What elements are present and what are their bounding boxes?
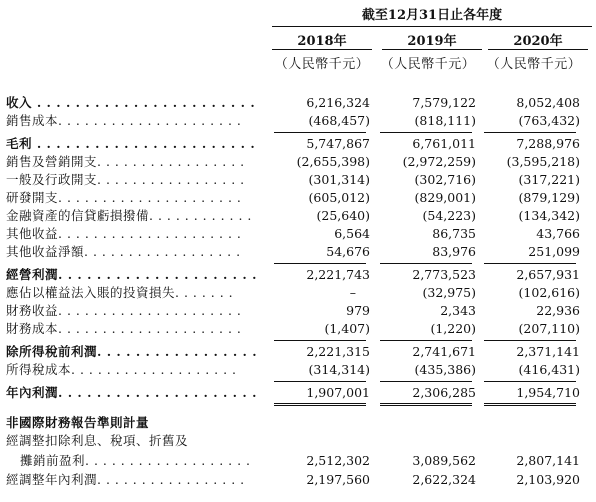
table-row-revenue <box>6 94 590 112</box>
subtotal-rule <box>274 381 366 382</box>
table-row-other-income <box>6 225 590 243</box>
cell-2020: 2,103,920 <box>516 472 580 487</box>
row-label: 經調整年內利潤. . . . . . . . . . . . . . . . . <box>6 472 245 487</box>
unit-label: （人民幣千元） <box>486 57 582 72</box>
table-row-profit-before-tax <box>6 343 590 361</box>
cell-2019: 2,306,285 <box>412 385 476 400</box>
table-row-selling-expenses <box>6 153 590 171</box>
table-row-cost-of-sales <box>6 112 590 130</box>
subtotal-rule <box>380 381 472 382</box>
cell-2019: (54,223) <box>422 208 476 223</box>
row-label: 年內利潤. . . . . . . . . . . . . . . . . . . . . <box>6 385 257 400</box>
cell-2018: 5,747,867 <box>306 136 370 151</box>
cell-2020: 43,766 <box>536 226 580 241</box>
cell-2019: (1,220) <box>430 321 476 336</box>
cell-2018: 2,221,743 <box>306 267 370 282</box>
row-label: 經調整扣除利息、稅項、折舊及 <box>6 433 189 448</box>
subtotal-rule <box>484 263 576 264</box>
row-label: 銷售成本. . . . . . . . . . . . . . . . . . . . . <box>6 113 242 128</box>
table-row-equity-method-loss <box>6 284 590 302</box>
row-label: 銷售及營銷開支. . . . . . . . . . . . . . . . . <box>6 154 245 169</box>
cell-2018: 6,564 <box>334 226 370 241</box>
cell-2018: (605,012) <box>308 190 370 205</box>
cell-2018: 1,907,001 <box>306 385 370 400</box>
year-header-2020: 2020年 <box>513 34 563 49</box>
cell-2020: 7,288,976 <box>516 136 580 151</box>
cell-2018: (25,640) <box>316 208 370 223</box>
cell-2020: (134,342) <box>518 208 580 223</box>
subtotal-rule <box>274 263 366 264</box>
row-label: 財務成本. . . . . . . . . . . . . . . . . . . . . <box>6 321 242 336</box>
cell-2020: (317,221) <box>518 172 580 187</box>
table-row-credit-loss <box>6 207 590 225</box>
unit-label: （人民幣千元） <box>274 57 370 72</box>
cell-2018: (2,655,398) <box>296 154 370 169</box>
cell-2020: 22,936 <box>536 303 580 318</box>
table-row-finance-cost <box>6 320 590 338</box>
total-double-rule <box>380 403 472 406</box>
cell-2018: (468,457) <box>308 113 370 128</box>
cell-2020: 2,807,141 <box>516 453 580 468</box>
total-double-rule <box>274 403 366 406</box>
row-label: 財務收益. . . . . . . . . . . . . . . . . . . . . <box>6 303 242 318</box>
subtotal-rule <box>484 132 576 133</box>
row-label: 研發開支. . . . . . . . . . . . . . . . . . . . . <box>6 190 242 205</box>
non-ifrs-heading-row <box>6 414 590 432</box>
table-row-operating-profit <box>6 266 590 284</box>
cell-2019: 83,976 <box>432 244 476 259</box>
row-label: 除所得稅前利潤. . . . . . . . . . . . . . . . . <box>6 344 258 359</box>
table-row-rd-expenses <box>6 189 590 207</box>
cell-2019: (2,972,259) <box>402 154 476 169</box>
cell-2018: 2,512,302 <box>306 453 370 468</box>
cell-2019: (818,111) <box>414 113 476 128</box>
subtotal-rule <box>274 132 366 133</box>
cell-2018: (301,314) <box>308 172 370 187</box>
row-label: 應佔以權益法入賬的投資損失. . . . . . . <box>6 285 234 300</box>
cell-2018: 6,216,324 <box>306 95 370 110</box>
subtotal-rule <box>380 263 472 264</box>
cell-2019: (435,386) <box>414 362 476 377</box>
row-label: 經營利潤. . . . . . . . . . . . . . . . . . . . . <box>6 267 257 282</box>
cell-2020: 8,052,408 <box>516 95 580 110</box>
cell-2020: (416,431) <box>518 362 580 377</box>
subtotal-rule <box>380 132 472 133</box>
cell-2020: 1,954,710 <box>516 385 580 400</box>
year-header-2019: 2019年 <box>407 34 457 49</box>
cell-2020: (207,110) <box>518 321 580 336</box>
year-rule <box>382 49 482 50</box>
subtotal-rule <box>274 340 366 341</box>
cell-2020: 251,099 <box>528 244 580 259</box>
row-label: 金融資產的信貸虧損撥備. . . . . . . . . . . . <box>6 208 252 223</box>
cell-2019: (302,716) <box>414 172 476 187</box>
cell-2019: 2,343 <box>440 303 476 318</box>
year-rule <box>272 49 372 50</box>
cell-2020: (879,129) <box>518 190 580 205</box>
table-row-adjusted-ebitda-label <box>6 432 590 450</box>
section-heading: 非國際財務報告準則計量 <box>6 415 150 430</box>
cell-2019: 7,579,122 <box>412 95 476 110</box>
row-label: 攤銷前盈利. . . . . . . . . . . . . . . . . . . <box>20 453 251 468</box>
table-row-other-gains <box>6 243 590 261</box>
table-row-adjusted-profit <box>6 471 590 489</box>
year-header-2018: 2018年 <box>297 34 347 49</box>
cell-2019: 2,741,671 <box>412 344 476 359</box>
table-row-profit-for-year <box>6 384 590 402</box>
cell-2020: 2,371,141 <box>516 344 580 359</box>
cell-2020: (763,432) <box>518 113 580 128</box>
table-row-gross-profit <box>6 135 590 153</box>
cell-2018: – <box>349 285 356 300</box>
table-row-admin-expenses <box>6 171 590 189</box>
subtotal-rule <box>380 340 472 341</box>
cell-2018: 54,676 <box>326 244 370 259</box>
cell-2019: (829,001) <box>414 190 476 205</box>
cell-2018: 2,197,560 <box>306 472 370 487</box>
total-double-rule <box>484 403 576 406</box>
cell-2020: 2,657,931 <box>516 267 580 282</box>
row-label: 一般及行政開支. . . . . . . . . . . . . . . . . <box>6 172 245 187</box>
cell-2018: 979 <box>346 303 370 318</box>
cell-2018: (314,314) <box>308 362 370 377</box>
row-label: 所得稅成本. . . . . . . . . . . . . . . . . . . <box>6 362 237 377</box>
cell-2018: (1,407) <box>324 321 370 336</box>
cell-2019: 3,089,562 <box>412 453 476 468</box>
row-label: 其他收益. . . . . . . . . . . . . . . . . . . . . <box>6 226 242 241</box>
table-row-income-tax <box>6 361 590 379</box>
unit-label: （人民幣千元） <box>380 57 476 72</box>
header-rule <box>272 26 592 27</box>
period-header: 截至12月31日止各年度 <box>361 8 503 23</box>
year-rule <box>488 49 588 50</box>
row-label: 收入 . . . . . . . . . . . . . . . . . . . . . . . <box>6 95 256 110</box>
subtotal-rule <box>484 340 576 341</box>
cell-2019: 6,761,011 <box>412 136 476 151</box>
table-row-finance-income <box>6 302 590 320</box>
table-row-adjusted-ebitda <box>6 452 590 470</box>
cell-2018: 2,221,315 <box>306 344 370 359</box>
cell-2019: (32,975) <box>422 285 476 300</box>
row-label: 其他收益淨額. . . . . . . . . . . . . . . . . . <box>6 244 241 259</box>
cell-2019: 2,622,324 <box>412 472 476 487</box>
cell-2020: (3,595,218) <box>506 154 580 169</box>
subtotal-rule <box>484 381 576 382</box>
cell-2019: 86,735 <box>432 226 476 241</box>
row-label: 毛利 . . . . . . . . . . . . . . . . . . . . . . . <box>6 136 256 151</box>
cell-2019: 2,773,523 <box>412 267 476 282</box>
cell-2020: (102,616) <box>518 285 580 300</box>
